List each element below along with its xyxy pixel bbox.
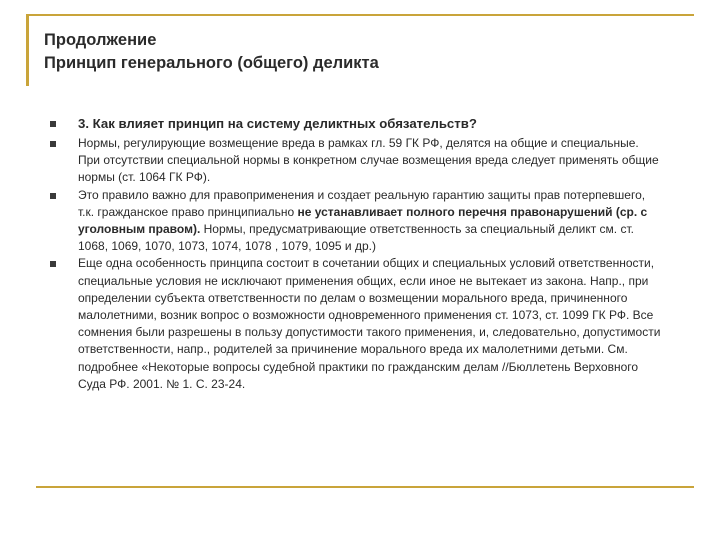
- list-item-feature: [50, 255, 662, 393]
- title-line-1: Продолжение: [44, 31, 157, 49]
- square-bullet-icon: [50, 121, 56, 127]
- list-item-rule: [50, 187, 662, 256]
- rule-text-bold: не устанавливает полного перечня правонарушений (ср. с уголовным правом).: [78, 204, 648, 237]
- title-frame-top-border: [26, 14, 694, 16]
- title-line-2: Принцип генерального (общего) деликта: [44, 54, 379, 72]
- title-frame-left-border: [26, 14, 29, 86]
- bottom-border-line: [36, 486, 694, 488]
- feature-text: Еще одна особенность принципа состоит в сочетании общих и специальных условий ответственности, специальные условия не исключают применения общих, если иное не вытекает из закона. Напр., при определении субъекта ответственности по делам о возмещении морального вреда, причиненного малолетними, возник вопрос о возможности одновременного применения ст. 1073, ст. 1099 ГК РФ. Все сомнения были разрешены в пользу допустимости такого применения, и, следовательно, допустимости ответственности, напр., родителей за причинение морального вреда их малолетними детьми. См. подробнее «Некоторые вопросы судебной практики по гражданским делам //Бюллетень Верховного Суда РФ. 2001. № 1. С. 23-24.: [78, 256, 661, 391]
- norms-text: Нормы, регулирующие возмещение вреда в рамках гл. 59 ГК РФ, делятся на общие и специальные. При отсутствии специальной нормы в конкретном случае возмещения вреда следует применять общие нормы (ст. 1064 ГК РФ).: [78, 136, 659, 185]
- bullet-list: [50, 114, 662, 393]
- list-item-question: [50, 114, 662, 133]
- question-text: 3. Как влияет принцип на систему деликтных обязательств?: [78, 116, 477, 131]
- square-bullet-icon: [50, 193, 56, 199]
- list-item-norms: [50, 135, 662, 187]
- square-bullet-icon: [50, 141, 56, 147]
- rule-text-part-1: Это правило важно для правоприменения и создает реальную гарантию защиты прав потерпевшего, т.к. гражданское право принципиально: [78, 187, 646, 219]
- slide-title: [44, 29, 664, 75]
- square-bullet-icon: [50, 261, 56, 267]
- rule-text-part-2: Нормы, предусматривающие ответственность за специальный деликт см. ст. 1068, 1069, 1070, 1073, 1074, 1078 , 1079, 1095 и др.): [78, 222, 634, 254]
